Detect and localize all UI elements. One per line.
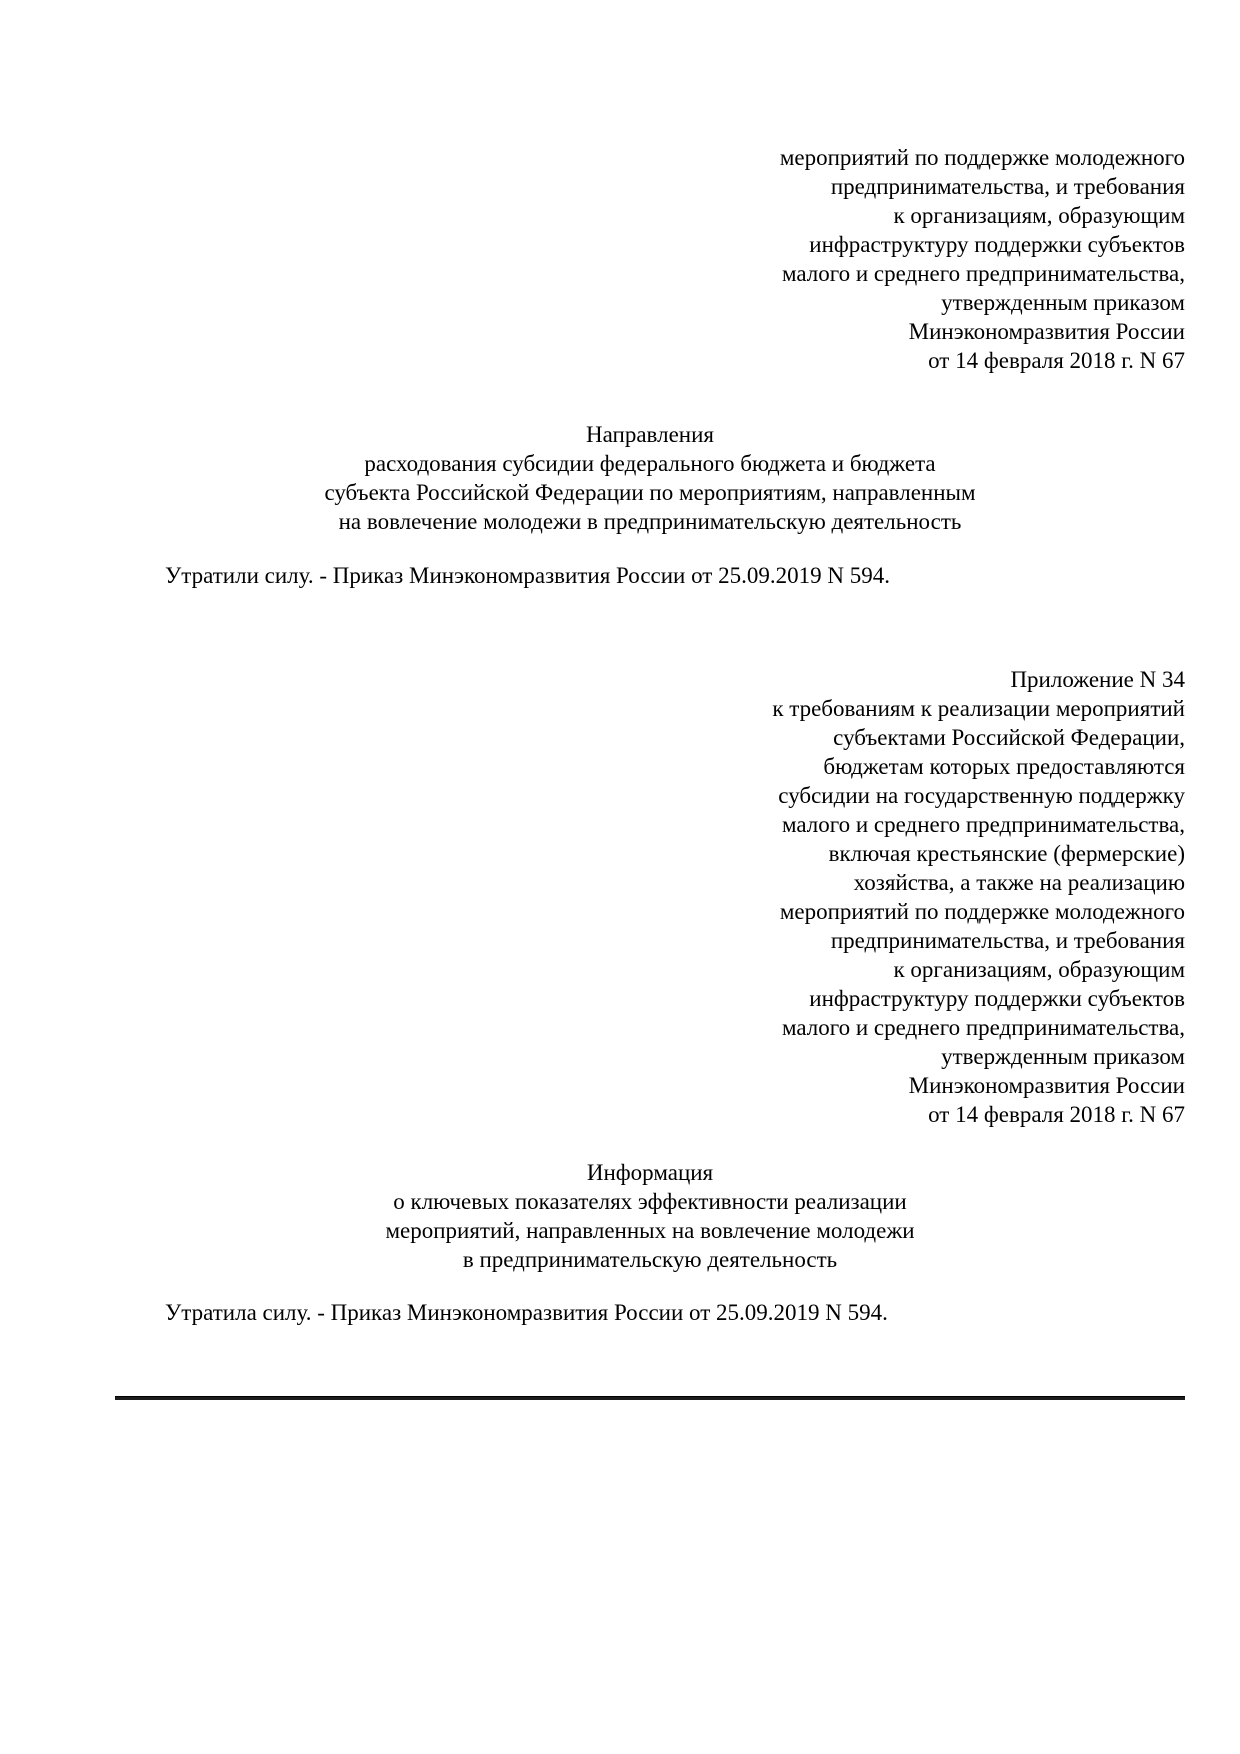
section-1-title-line: расходования субсидии федерального бюджета и бюджета — [364, 451, 936, 476]
appendix-34-reference-line: инфраструктуру поддержки субъектов — [809, 986, 1185, 1011]
appendix-reference-top-line: к организациям, образующим — [893, 203, 1185, 228]
appendix-reference-top-line: утвержденным приказом — [941, 290, 1185, 315]
appendix-34-reference-line: включая крестьянские (фермерские) — [828, 841, 1185, 866]
appendix-34-reference-line: Минэкономразвития России — [908, 1073, 1185, 1098]
section-2-title-line: Информация — [586, 1160, 714, 1185]
appendix-34-reference-line: от 14 февраля 2018 г. N 67 — [928, 1102, 1185, 1127]
appendix-34-reference-line: предпринимательства, и требования — [830, 928, 1185, 953]
appendix-34-reference-line: к требованиям к реализации мероприятий — [772, 696, 1185, 721]
appendix-34-reference-line: бюджетам которых предоставляются — [823, 754, 1185, 779]
appendix-34-reference-line: малого и среднего предпринимательства, — [781, 812, 1185, 837]
appendix-34-reference-line: к организациям, образующим — [893, 957, 1185, 982]
appendix-reference-top-line: предпринимательства, и требования — [830, 174, 1185, 199]
appendix-reference-top-line: малого и среднего предпринимательства, — [781, 261, 1185, 286]
appendix-34-reference-line: мероприятий по поддержке молодежного — [779, 899, 1185, 924]
section-1-title — [115, 420, 1185, 536]
appendix-reference-top-line: инфраструктуру поддержки субъектов — [809, 232, 1185, 257]
appendix-34-reference-line: Приложение N 34 — [1010, 667, 1185, 692]
appendix-reference-top-line: Минэкономразвития России — [908, 319, 1185, 344]
section-2-title-line: мероприятий, направленных на вовлечение молодежи — [385, 1218, 915, 1243]
appendix-34-reference-line: субъектами Российской Федерации, — [833, 725, 1185, 750]
appendix-reference-top — [115, 143, 1185, 375]
section-2-title-line: в предпринимательскую деятельность — [462, 1247, 838, 1272]
section-1-title-line: на вовлечение молодежи в предпринимательскую деятельность — [338, 509, 962, 534]
horizontal-divider — [115, 1396, 1185, 1400]
section-2-status: Утратила силу. - Приказ Минэкономразвития России от 25.09.2019 N 594. — [165, 1300, 888, 1325]
section-1-status: Утратили силу. - Приказ Минэкономразвития России от 25.09.2019 N 594. — [165, 563, 890, 588]
appendix-34-reference-line: хозяйства, а также на реализацию — [853, 870, 1185, 895]
appendix-34-reference-line: утвержденным приказом — [941, 1044, 1185, 1069]
appendix-reference-top-line: мероприятий по поддержке молодежного — [779, 145, 1185, 170]
appendix-34-reference-line: малого и среднего предпринимательства, — [781, 1015, 1185, 1040]
appendix-34-reference — [115, 665, 1185, 1129]
appendix-reference-top-line: от 14 февраля 2018 г. N 67 — [928, 348, 1185, 373]
section-2-title — [115, 1158, 1185, 1274]
appendix-34-reference-line: субсидии на государственную поддержку — [778, 783, 1185, 808]
section-2-title-line: о ключевых показателях эффективности реализации — [393, 1189, 907, 1214]
section-1-title-line: Направления — [586, 422, 714, 447]
section-1-title-line: субъекта Российской Федерации по мероприятиям, направленным — [324, 480, 976, 505]
